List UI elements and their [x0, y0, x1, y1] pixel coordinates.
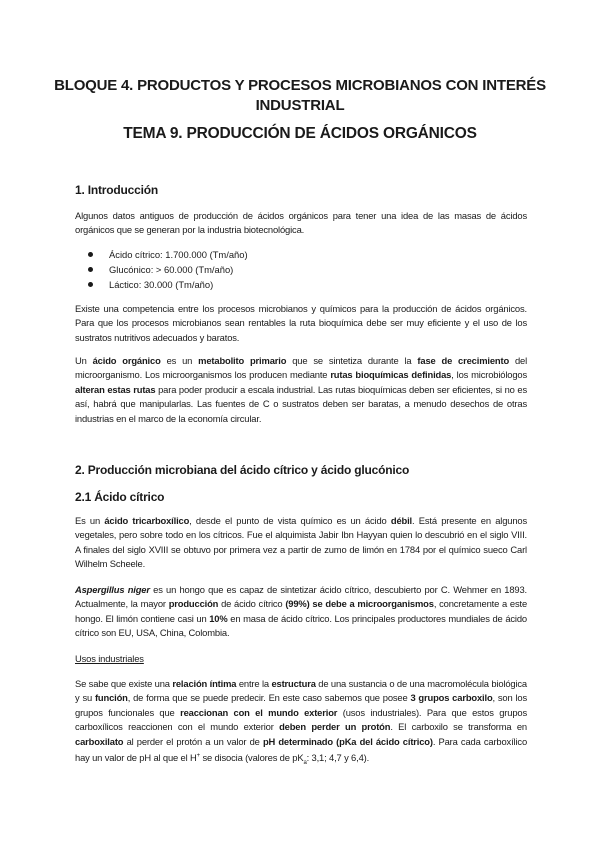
block-title: BLOQUE 4. PRODUCTOS Y PROCESOS MICROBIANOS CON INTERÉS INDUSTRIAL	[54, 77, 546, 114]
bullet-icon	[88, 282, 93, 287]
subsection-2-1-title: 2.1 Ácido cítrico	[75, 490, 165, 504]
competition-paragraph: Existe una competencia entre los procesos microbianos y químicos para la producción de ácidos orgánicos. Para que los procesos microbianos sean rentables la ruta bioquímica debe ser muy eficiente y el uso de los sustratos nutritivos adecuados y baratos.	[75, 303, 527, 343]
section-2-title: 2. Producción microbiana del ácido cítrico y ácido glucónico	[75, 463, 410, 477]
list-item: Láctico: 30.000 (Tm/año)	[75, 277, 248, 292]
industrial-uses-paragraph: Se sabe que existe una relación íntima entre la estructura de una sustancia o de una macromolécula biológica y su función, de forma que se puede predecir. En este caso sabemos que posee 3 grupos carboxilo, son los grupos funcionales que reaccionan con el mundo exterior (usos industriales). Para que estos grupos carboxílicos reaccionen con el mundo exterior deben perder un protón. El carboxilo se transforma en carboxilato al perder el protón a un valor de pH determinado (pKa del ácido cítrico). Para cada carboxílico hay un valor de pH al que el H+ se disocia (valores de $pK_a$: 3,1; 4,7 y 6,4).	[75, 678, 528, 767]
bullet-icon	[88, 252, 93, 257]
production-list	[75, 247, 248, 293]
organic-acid-paragraph: Un ácido orgánico es un metabolito primario que se sintetiza durante la fase de crecimiento del microorganismo. Los microorganismos los producen mediante rutas bioquímicas definidas, los microbiólogos alteran estas rutas para poder producir a escala industrial. Las rutas bioquímicas deben ser eficientes, si no es así, habrá que manipularlas. Las fuentes de C o sustratos deben ser baratas, a menudo desechos de otras industrias en el marco de la economía circular.	[75, 355, 528, 424]
topic-title: TEMA 9. PRODUCCIÓN DE ÁCIDOS ORGÁNICOS	[123, 125, 477, 142]
aspergillus-paragraph: Aspergillus niger es un hongo que es capaz de sintetizar ácido cítrico, descubierto por C. Wehmer en 1893. Actualmente, la mayor producción de ácido cítrico (99%) se debe a microorganismos, concretamente a este hongo. El limón contiene casi un 10% en masa de ácido cítrico. Los principales productores mundiales de ácido cítrico son EU, USA, China, Colombia.	[75, 584, 528, 639]
list-item: Glucónico: > 60.000 (Tm/año)	[75, 262, 248, 277]
citric-acid-paragraph: Es un ácido tricarboxílico, desde el punto de vista químico es un ácido débil. Está presente en algunos vegetales, pero sobre todo en los cítricos. Fue el alquimista Jabir Ibn Hayyan quien lo descubrió en el siglo VIII. A finales del siglo XVIII se obtuvo por primera vez a partir de zumo de limón en 1784 por el químico sueco Carl Wilhelm Scheele.	[75, 515, 527, 570]
industrial-uses-subtitle: Usos industriales	[75, 653, 144, 664]
section-1-title: 1. Introducción	[75, 183, 159, 197]
list-item: Ácido cítrico: 1.700.000 (Tm/año)	[75, 247, 248, 262]
intro-paragraph: Algunos datos antiguos de producción de ácidos orgánicos para tener una idea de las masas de ácidos orgánicos que se generan por la industria biotecnológica.	[75, 210, 527, 236]
bullet-icon	[88, 267, 93, 272]
